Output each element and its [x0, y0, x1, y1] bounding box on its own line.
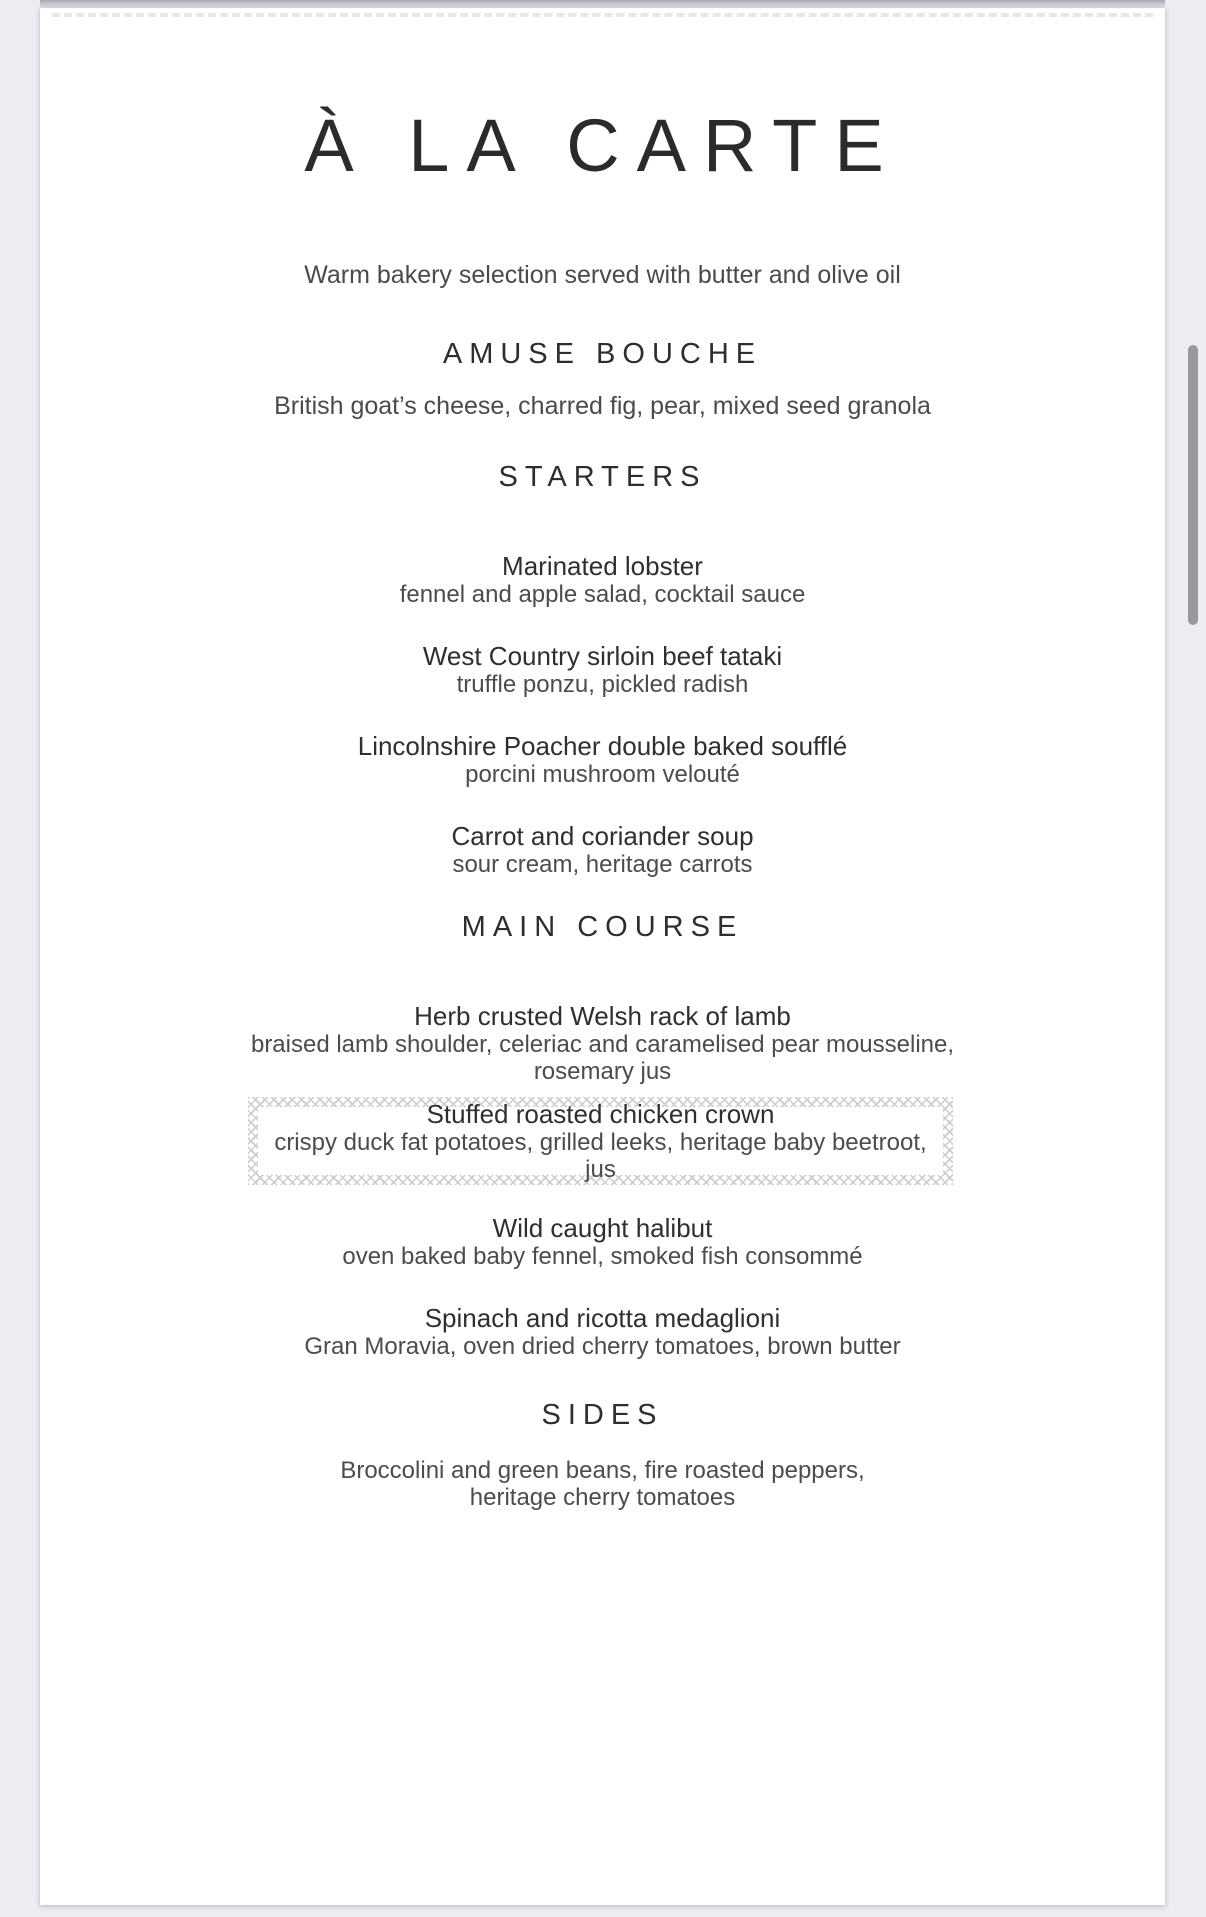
menu-page: [40, 8, 1165, 1905]
menu-item-baked-souffle: [40, 731, 1165, 788]
menu-item-name: West Country sirloin beef tataki: [422, 641, 783, 671]
menu-intro: Warm bakery selection served with butter and olive oil: [304, 261, 901, 289]
menu-item-desc: braised lamb shoulder, celeriac and caramelised pear mousseline,: [250, 1031, 955, 1058]
menu-item-rack-of-lamb: [40, 1001, 1165, 1085]
menu-item-ricotta-medaglioni: [40, 1303, 1165, 1360]
selected-item-content: [258, 1099, 943, 1183]
section-heading-main-course: MAIN COURSE: [461, 911, 744, 943]
selection-hatch-remnant: [52, 13, 1153, 17]
scrollbar-thumb[interactable]: [1188, 345, 1198, 625]
section-heading-starters: STARTERS: [498, 461, 707, 493]
menu-item-beef-tataki: [40, 641, 1165, 698]
section-heading-amuse-bouche: AMUSE BOUCHE: [442, 338, 763, 370]
menu-item-name: Stuffed roasted chicken crown: [426, 1099, 775, 1129]
menu-item-name: Lincolnshire Poacher double baked soufflé: [357, 731, 848, 761]
menu-item-carrot-soup: [40, 821, 1165, 878]
menu-item-desc: oven baked baby fennel, smoked fish consommé: [342, 1243, 863, 1270]
sides-desc-line2: heritage cherry tomatoes: [469, 1484, 736, 1511]
selected-menu-item-chicken-crown[interactable]: [248, 1097, 953, 1185]
sides-description: [40, 1457, 1165, 1511]
menu-item-wild-halibut: [40, 1213, 1165, 1270]
menu-item-marinated-lobster: [40, 551, 1165, 608]
menu-item-desc: fennel and apple salad, cocktail sauce: [399, 581, 806, 608]
menu-item-desc: sour cream, heritage carrots: [452, 851, 753, 878]
menu-item-name: Herb crusted Welsh rack of lamb: [414, 1001, 791, 1031]
menu-item-name: Carrot and coriander soup: [451, 821, 754, 851]
sides-desc-line1: Broccolini and green beans, fire roasted peppers,: [340, 1457, 865, 1484]
menu-item-desc: crispy duck fat potatoes, grilled leeks, heritage baby beetroot, jus: [274, 1129, 927, 1183]
menu-item-name: Marinated lobster: [502, 551, 703, 581]
menu-item-name: Wild caught halibut: [492, 1213, 713, 1243]
amuse-bouche-description: British goat’s cheese, charred fig, pear, mixed seed granola: [274, 392, 931, 420]
menu-item-name: Spinach and ricotta medaglioni: [424, 1303, 781, 1333]
section-heading-sides: SIDES: [541, 1399, 664, 1431]
menu-item-desc: Gran Moravia, oven dried cherry tomatoes, brown butter: [304, 1333, 901, 1360]
menu-item-desc-line2: rosemary jus: [533, 1058, 672, 1085]
menu-title: À LA CARTE: [304, 104, 901, 187]
menu-item-desc: truffle ponzu, pickled radish: [456, 671, 749, 698]
menu-item-desc: porcini mushroom velouté: [465, 761, 740, 788]
